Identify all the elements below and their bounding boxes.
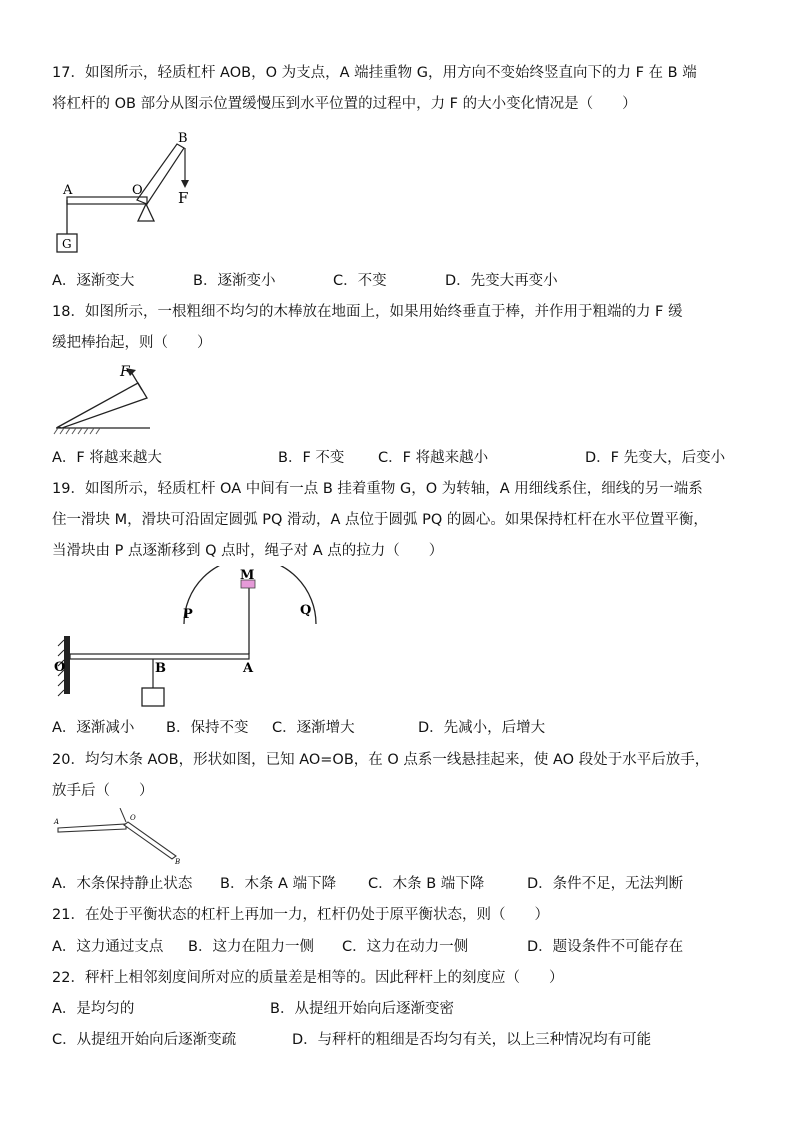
q17-option-a: A．逐渐变大 <box>52 273 135 289</box>
q20-stem-line2: 放手后（ ） <box>52 783 154 799</box>
q17-label-f: F <box>178 189 189 207</box>
q17-option-d: D．先变大再变小 <box>445 273 558 289</box>
q17-label-b: B <box>178 131 188 146</box>
q19-stem-line1: 19．如图所示，轻质杠杆 OA 中间有一点 B 挂着重物 G，O 为转轴，A 用细线系住，细线的另一端系 <box>52 481 703 497</box>
q20-bar-ob <box>124 822 176 859</box>
q20-bar-ao <box>58 824 126 832</box>
q18-stem-line1: 18．如图所示，一根粗细不均匀的木棒放在地面上，如果用始终垂直于棒，并作用于粗端的力 F 缓 <box>52 304 683 320</box>
q18-option-b: B．F 不变 <box>278 450 345 466</box>
q18-stem-line2: 缓把棒抬起，则（ ） <box>52 335 212 351</box>
q17-option-b: B．逐渐变小 <box>193 273 276 289</box>
q21-option-b: B．这力在阻力一侧 <box>188 939 314 955</box>
q18-stick-figure <box>50 360 160 440</box>
q22-option-a: A．是均匀的 <box>52 1001 135 1017</box>
q19-stem-line3: 当滑块由 P 点逐渐移到 Q 点时，绳子对 A 点的拉力（ ） <box>52 543 444 559</box>
q20-label-b: B <box>175 858 181 866</box>
q22-stem-line1: 22．秤杆上相邻刻度间所对应的质量差是相等的。因此秤杆上的刻度应（ ） <box>52 970 564 986</box>
q17-force-arrow <box>181 180 189 188</box>
q20-string <box>120 808 126 822</box>
q19-option-b: B．保持不变 <box>166 720 249 736</box>
q22-option-b: B．从提纽开始向后逐渐变密 <box>270 1001 454 1017</box>
q17-stem-line1: 17．如图所示，轻质杠杆 AOB，O 为支点，A 端挂重物 G，用方向不变始终竖直向下的力 F 在 B 端 <box>52 65 697 81</box>
q19-lever-figure <box>50 566 330 711</box>
q20-label-a: A <box>54 818 60 826</box>
q22-option-d: D．与秤杆的粗细是否均匀有关，以上三种情况均有可能 <box>292 1032 652 1048</box>
q17-fulcrum <box>138 204 154 221</box>
q21-option-c: C．这力在动力一侧 <box>342 939 469 955</box>
q19-option-d: D．先减小，后增大 <box>418 720 546 736</box>
q19-label-o: O <box>54 660 66 675</box>
q19-label-b: B <box>155 661 166 676</box>
q19-label-p: P <box>183 607 193 622</box>
q19-label-m: M <box>240 568 255 583</box>
q17-lever-oa <box>67 197 147 204</box>
q20-bar-figure <box>52 808 192 868</box>
q17-lever-ob <box>137 144 184 204</box>
q19-lever-oa <box>70 654 249 659</box>
q18-label-f: F <box>120 364 130 380</box>
q21-stem-line1: 21．在处于平衡状态的杠杆上再加一力，杠杆仍处于原平衡状态，则（ ） <box>52 907 549 923</box>
q22-option-c: C．从提纽开始向后逐渐变疏 <box>52 1032 237 1048</box>
q19-option-c: C．逐渐增大 <box>272 720 355 736</box>
q18-option-a: A．F 将越来越大 <box>52 450 162 466</box>
q19-weight-box <box>142 688 164 706</box>
q19-label-q: Q <box>300 603 312 618</box>
q19-stem-line2: 住一滑块 M，滑块可沿固定圆弧 PQ 滑动，A 点位于圆弧 PQ 的圆心。如果保持杠杆在水平位置平衡， <box>52 512 708 528</box>
q21-option-d: D．题设条件不可能存在 <box>527 939 684 955</box>
q19-option-a: A．逐渐减小 <box>52 720 135 736</box>
q17-label-a: A <box>63 183 73 198</box>
q20-option-b: B．木条 A 端下降 <box>220 876 337 892</box>
q18-stick <box>58 383 147 428</box>
q17-stem-line2: 将杠杆的 OB 部分从图示位置缓慢压到水平位置的过程中，力 F 的大小变化情况是（ ） <box>52 96 637 112</box>
q20-label-o: O <box>130 814 136 822</box>
q20-option-a: A．木条保持静止状态 <box>52 876 193 892</box>
q17-option-c: C．不变 <box>333 273 387 289</box>
q20-option-d: D．条件不足，无法判断 <box>527 876 684 892</box>
q19-label-a: A <box>243 661 254 676</box>
q20-stem-line1: 20．均匀木条 AOB，形状如图，已知 AO=OB，在 O 点系一线悬挂起来，使 AO 段处于水平后放手， <box>52 752 710 768</box>
q17-label-o: O <box>132 183 143 198</box>
q17-lever-figure <box>50 128 210 258</box>
q18-option-d: D．F 先变大，后变小 <box>585 450 726 466</box>
q17-label-g: G <box>62 237 72 251</box>
q18-option-c: C．F 将越来越小 <box>378 450 489 466</box>
q20-option-c: C．木条 B 端下降 <box>368 876 485 892</box>
q21-option-a: A．这力通过支点 <box>52 939 164 955</box>
